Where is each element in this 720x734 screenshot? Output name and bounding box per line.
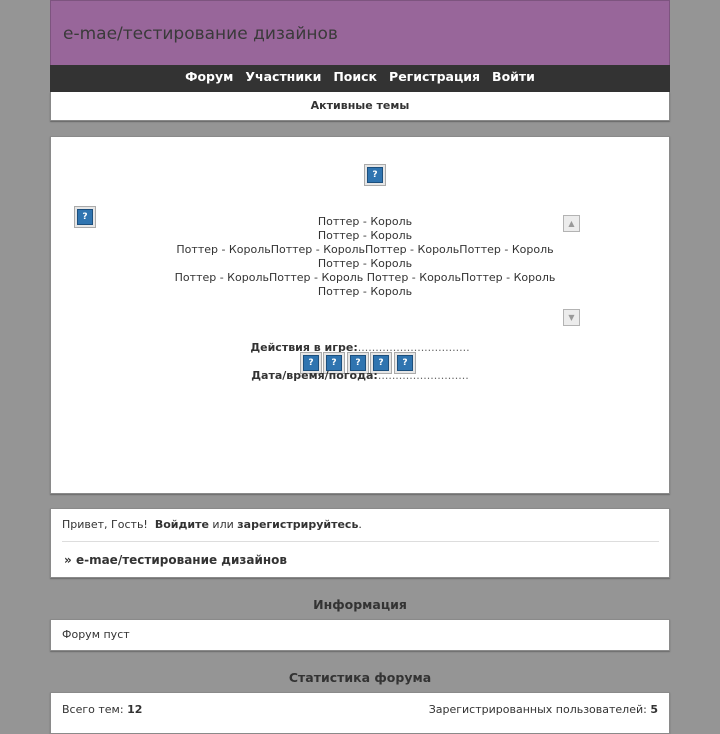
forum-title[interactable]: e-mae/тестирование дизайнов	[63, 24, 338, 44]
datetime-line	[51, 369, 669, 382]
broken-image-icon[interactable]: ?	[373, 355, 389, 371]
welcome-panel	[50, 508, 670, 578]
broken-image-icon[interactable]: ?	[350, 355, 366, 371]
poem-line: Поттер - КорольПоттер - Король Поттер - КорольПоттер - Король	[174, 271, 556, 284]
broken-image-icon[interactable]: ?	[397, 355, 413, 371]
scrolling-text-block[interactable]	[151, 215, 579, 299]
forum-header	[50, 0, 670, 66]
broken-image-icon[interactable]: ?	[303, 355, 319, 371]
game-actions-dots: ................................	[357, 341, 470, 354]
nav-register-link[interactable]: Регистрация	[389, 69, 481, 84]
info-heading: Информация	[313, 597, 407, 612]
info-panel	[50, 619, 670, 651]
scroll-down-arrow-icon[interactable]: ▼	[563, 309, 580, 326]
total-topics-label: Всего тем:	[62, 703, 124, 716]
stats-heading: Статистика форума	[288, 670, 432, 685]
breadcrumb-arrow: »	[64, 553, 72, 567]
game-actions-line	[51, 341, 669, 354]
login-link[interactable]: Войдите	[154, 518, 209, 531]
broken-image-icon[interactable]: ?	[326, 355, 342, 371]
or-text: или	[212, 518, 234, 531]
registered-users-value: 5	[650, 703, 658, 716]
poem-line: Поттер - Король	[317, 257, 413, 270]
active-topics-link[interactable]: Активные темы	[50, 92, 670, 121]
period-text: .	[358, 518, 362, 531]
stats-panel	[50, 692, 670, 734]
game-actions-label: Действия в игре:	[250, 341, 358, 354]
registered-users	[429, 703, 658, 716]
nav-login-link[interactable]: Войти	[492, 69, 535, 84]
total-topics	[62, 703, 142, 716]
broken-image-icon: ?	[77, 209, 93, 225]
broken-image-icon: ?	[367, 167, 383, 183]
datetime-label: Дата/время/погода:	[251, 369, 378, 382]
announcement-panel	[50, 136, 670, 494]
poem-line: Поттер - Король	[317, 215, 413, 228]
poem-line: Поттер - Король	[317, 229, 413, 242]
main-navigation	[50, 65, 670, 92]
nav-search-link[interactable]: Поиск	[333, 69, 378, 84]
guest-greeting: Привет, Гость!	[62, 518, 148, 531]
registered-users-label: Зарегистрированных пользователей:	[428, 703, 647, 716]
nav-members-link[interactable]: Участники	[245, 69, 322, 84]
datetime-dots: ..........................	[377, 369, 469, 382]
divider	[62, 541, 659, 542]
welcome-message	[62, 518, 362, 531]
breadcrumb-forum-link[interactable]: e-mae/тестирование дизайнов	[75, 553, 288, 567]
info-text: Форум пуст	[62, 628, 130, 641]
total-topics-value: 12	[127, 703, 143, 716]
poem-line: Поттер - КорольПоттер - КорольПоттер - КорольПоттер - Король	[176, 243, 554, 256]
nav-forum-link[interactable]: Форум	[185, 69, 234, 84]
register-link[interactable]: зарегистрируйтесь	[237, 518, 359, 531]
scroll-up-arrow-icon[interactable]: ▲	[563, 215, 580, 232]
poem-line: Поттер - Король	[317, 285, 413, 298]
breadcrumb	[64, 553, 287, 567]
